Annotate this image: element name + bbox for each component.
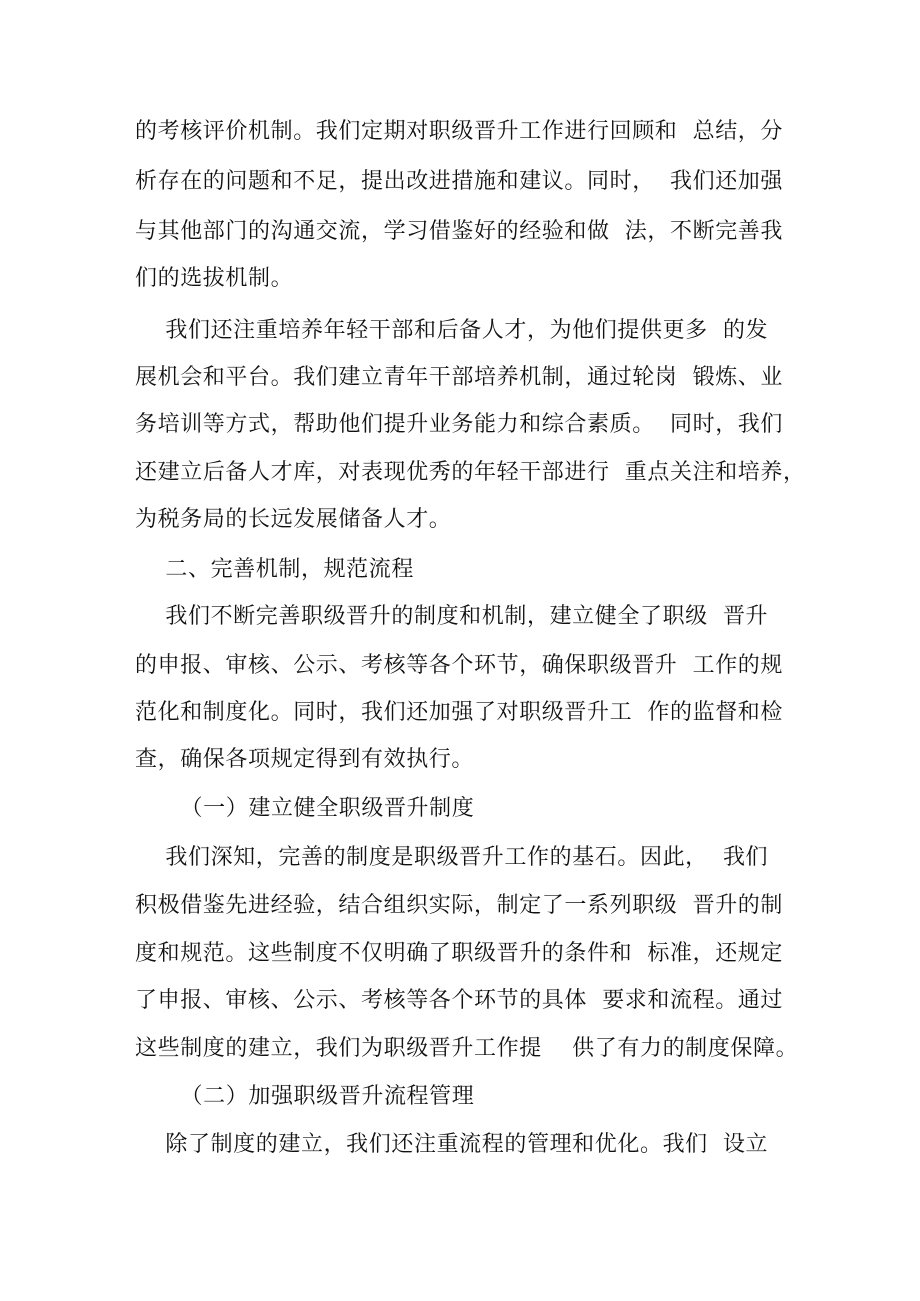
text-line: 与其他部门的沟通交流，学习借鉴好的经验和做 法，不断完善我 [135,219,783,244]
text-line: 范化和制度化。同时，我们还加强了对职级晋升工 作的监督和检 [135,700,783,725]
text-line: 的考核评价机制。我们定期对职级晋升工作进行回顾和 总结，分 [135,119,783,144]
text-line: 展机会和平台。我们建立青年干部培养机制，通过轮岗 锻炼、业 [135,365,783,390]
text-line: 我们还注重培养年轻干部和后备人才，为他们提供更多 的发 [135,318,769,343]
text-line: 了申报、审核、公示、考核等各个环节的具体 要求和流程。通过 [135,988,783,1013]
text-line: 我们不断完善职级晋升的制度和机制，建立健全了职级 晋升 [135,604,769,629]
subsection-heading: （一）建立健全职级晋升制度 [135,796,475,821]
text-line: 析存在的问题和不足，提出改进措施和建议。同时， 我们还加强 [135,169,783,194]
text-line: 我们深知，完善的制度是职级晋升工作的基石。因此， 我们 [135,845,769,870]
text-line: 这些制度的建立，我们为职级晋升工作提 供了有力的制度保障。 [135,1036,799,1061]
text-line: 积极借鉴先进经验，结合组织实际，制定了一系列职级 晋升的制 [135,893,783,918]
text-line: 的申报、审核、公示、考核等各个环节，确保职级晋升 工作的规 [135,653,783,678]
text-line: 还建立后备人才库，对表现优秀的年轻干部进行 重点关注和培养， [135,460,806,485]
section-heading: 二、完善机制，规范流程 [135,557,414,582]
text-line: 除了制度的建立，我们还注重流程的管理和优化。我们 设立 [135,1132,769,1157]
text-line: 为税务局的长远发展储备人才。 [135,507,452,532]
text-line: 度和规范。这些制度不仅明确了职级晋升的条件和 标准，还规定 [135,941,783,966]
text-line: 务培训等方式，帮助他们提升业务能力和综合素质。 同时，我们 [135,412,783,437]
subsection-heading: （二）加强职级晋升流程管理 [135,1084,475,1109]
text-line: 查，确保各项规定得到有效执行。 [135,747,475,772]
text-line: 们的选拔机制。 [135,266,294,291]
